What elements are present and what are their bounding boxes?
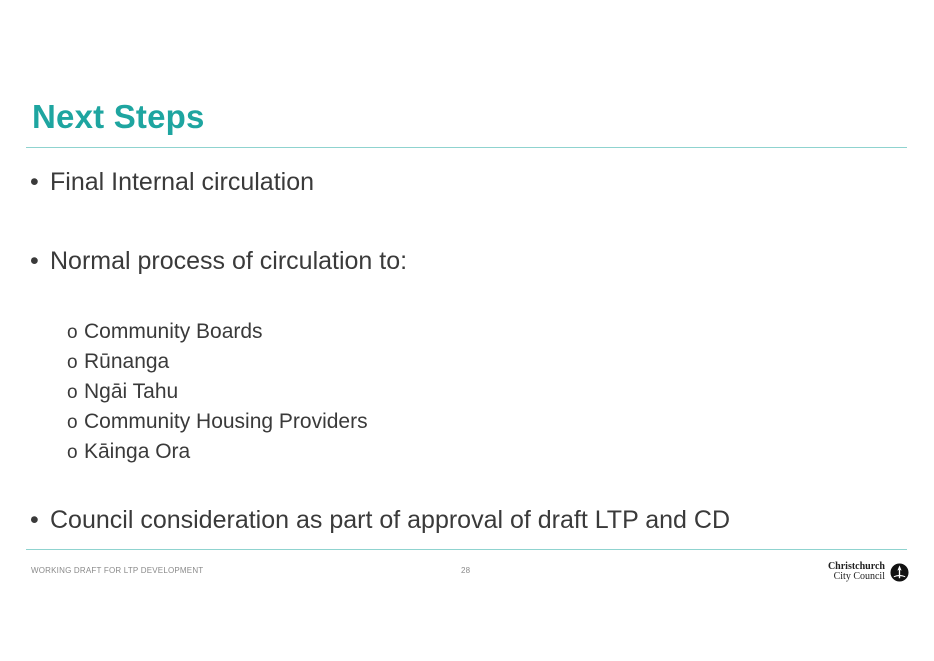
sub-item-text: Rūnanga: [84, 350, 170, 373]
bullet-text: Normal process of circulation to:: [50, 247, 408, 275]
title-divider: [26, 147, 907, 148]
sub-item-text: Ngāi Tahu: [84, 380, 179, 403]
bullet-marker: •: [30, 247, 39, 275]
logo-line-1: Christchurch: [827, 561, 885, 572]
bullet-marker: •: [30, 506, 39, 534]
sub-marker: o: [67, 442, 78, 463]
bullet-item: [30, 247, 407, 276]
sub-marker: o: [67, 382, 78, 403]
cathedral-emblem-icon: [890, 563, 909, 582]
footer-divider: [26, 549, 907, 550]
sub-item-text: Community Boards: [84, 320, 263, 343]
bullet-marker: •: [30, 168, 39, 196]
sub-item: [67, 320, 263, 344]
sub-item: [67, 440, 190, 464]
footer-draft-label: WORKING DRAFT FOR LTP DEVELOPMENT: [31, 566, 204, 575]
slide-title: Next Steps: [32, 98, 205, 135]
council-logo: [829, 562, 909, 584]
sub-marker: o: [67, 412, 78, 433]
bullet-item: [30, 168, 314, 197]
bullet-item: [30, 506, 730, 535]
sub-marker: o: [67, 322, 78, 343]
bullet-text: Final Internal circulation: [50, 168, 315, 196]
sub-marker: o: [67, 352, 78, 373]
logo-line-2: City Council: [833, 571, 885, 582]
logo-wordmark: [828, 562, 885, 582]
page-number: 28: [461, 566, 471, 575]
sub-item-text: Community Housing Providers: [84, 410, 368, 433]
bullet-text: Council consideration as part of approval of draft LTP and CD: [50, 506, 731, 534]
sub-item: [67, 380, 178, 404]
sub-item-text: Kāinga Ora: [84, 440, 191, 463]
sub-item: [67, 350, 169, 374]
sub-item: [67, 410, 368, 434]
